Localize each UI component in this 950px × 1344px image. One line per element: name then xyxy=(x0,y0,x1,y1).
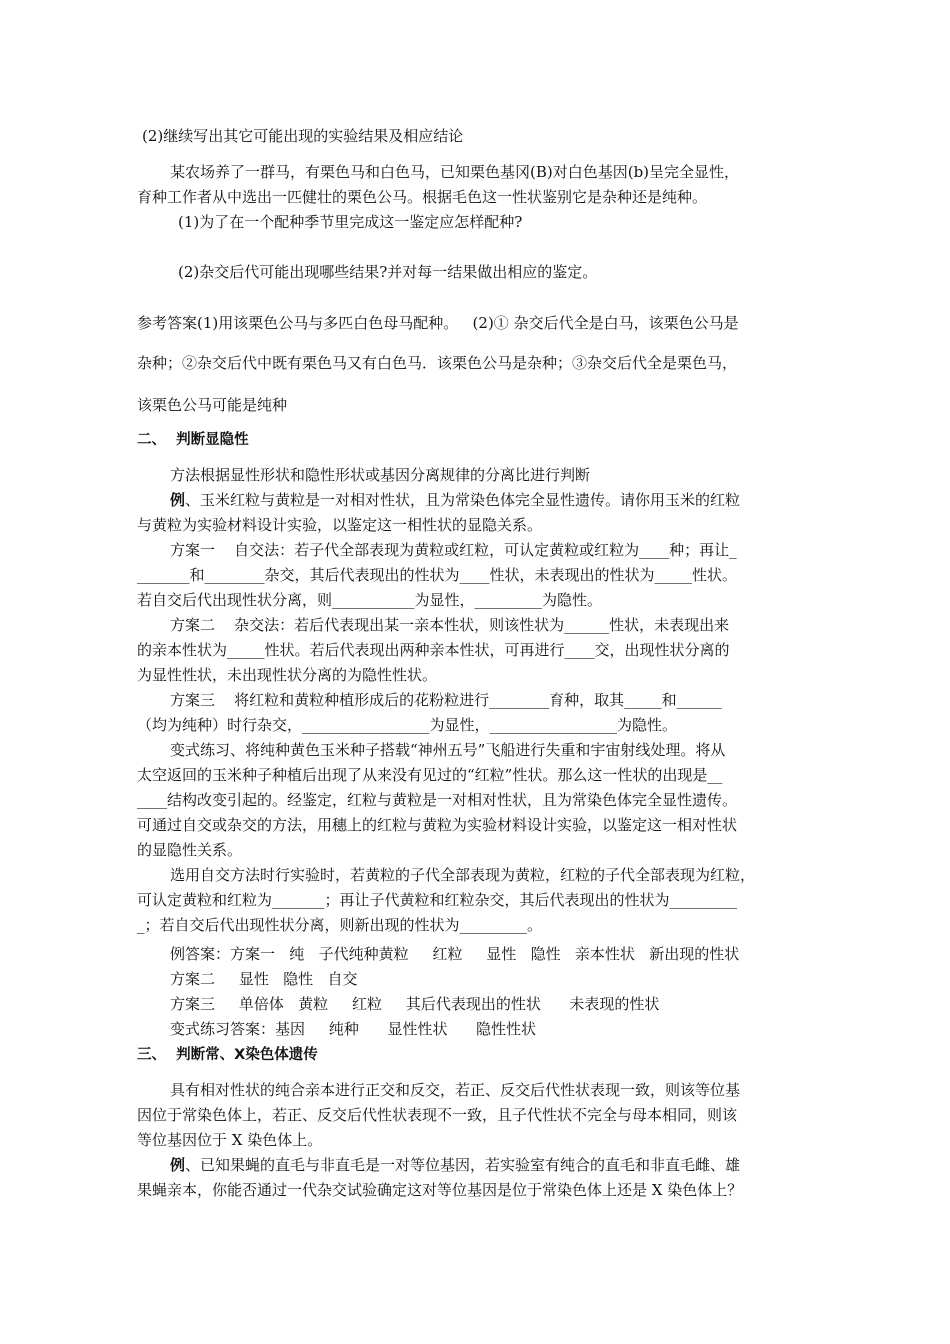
x-linked-paragraph-line-1: 具有相对性状的纯合亲本进行正交和反交，若正、反交后代性状表现一致，则该等位基 xyxy=(170,1081,741,1099)
example-answer-line-1: 例答案：方案一 纯 子代纯种黄粒 红粒 显性 隐性 亲本性状 新出现的性状 xyxy=(170,945,740,963)
question-continue: (2)继续写出其它可能出现的实验结果及相应结论 xyxy=(142,127,464,145)
reference-answer-line-3: 该栗色公马可能是纯种 xyxy=(137,396,288,414)
variant-line-1: 变式练习、将纯种黄色玉米种子搭载“神州五号”飞船进行失重和宇宙射线处理。将从 xyxy=(170,741,726,759)
selfing-line-2: 可认定黄粒和红粒为_______；再让子代黄粒和红粒杂交，其后代表现出的性状为_________ xyxy=(137,891,738,909)
plan3-line-2: （均为纯种）时行杂交，_________________为显性，_________________为隐性。 xyxy=(137,716,678,734)
variant-line-3: ____结构改变引起的。经鉴定，红粒与黄粒是一对相对性状，且为常染色体完全显性遗传。 xyxy=(137,791,738,809)
method-text: 方法根据显性形状和隐性形状或基因分离规律的分离比进行判断 xyxy=(170,466,591,484)
example-line-2: 与黄粒为实验材料设计实验，以鉴定这一相性状的显隐关系。 xyxy=(137,516,543,534)
horse-paragraph-line-2: 育种工作者从中选出一匹健壮的栗色公马。根据毛色这一性状鉴别它是杂种还是纯种。 xyxy=(137,188,708,206)
section-heading-dominance: 二、 判断显隐性 xyxy=(137,432,249,448)
section-heading-x-linked: 三、 判断常、X染色体遗传 xyxy=(137,1047,318,1063)
x-linked-paragraph-line-3: 等位基因位于 X 染色体上。 xyxy=(137,1131,323,1149)
example-answer-line-2: 方案二 显性 隐性 自交 xyxy=(170,970,358,988)
plan1-line-3: 若自交后代出现性状分离，则___________为显性，_________为隐性。 xyxy=(137,591,603,609)
plan1-line-1: 方案一 自交法：若子代全部表现为黄粒或红粒，可认定黄粒或红粒为____种；再让_ xyxy=(170,541,737,559)
x-linked-paragraph-line-2: 因位于常染色体上，若正、反交后代性状表现不一致，且子代性状不完全与母本相同，则该 xyxy=(137,1106,738,1124)
example-answer-line-3: 方案三 单倍体 黄粒 红粒 其后代表现出的性状 未表现的性状 xyxy=(170,995,660,1013)
x-linked-example-line-1 xyxy=(170,1153,740,1178)
example-text: 、玉米红粒与黄粒是一对相对性状，且为常染色体完全显性遗传。请你用玉米的红粒 xyxy=(185,491,741,509)
horse-paragraph-line-1: 某农场养了一群马，有栗色马和白色马，已知栗色基冈(B)对白色基因(b)呈完全显性， xyxy=(170,163,740,181)
plan3-line-1: 方案三 将红粒和黄粒种植形成后的花粉粒进行________育种，取其_____和______ xyxy=(170,691,722,709)
selfing-line-1: 选用自交方法时行实验时，若黄粒的子代全部表现为黄粒，红粒的子代全部表现为红粒， xyxy=(170,866,756,884)
x-linked-example-line-2: 果蝇亲本，你能否通过一代杂交试验确定这对等位基因是位于常染色体上还是 X 染色体上？ xyxy=(137,1181,743,1199)
horse-question-1: (1)为了在一个配种季节里完成这一鉴定应怎样配种? xyxy=(178,213,523,231)
plan2-line-1: 方案二 杂交法：若后代表现出某一亲本性状，则该性状为______性状，未表现出来 xyxy=(170,616,730,634)
variant-line-5: 的显隐性关系。 xyxy=(137,841,243,859)
plan2-line-3: 为显性性状，未出现性状分离的为隐性性状。 xyxy=(137,666,438,684)
example-label: 例 xyxy=(170,491,186,509)
x-linked-example-text: 、已知果蝇的直毛与非直毛是一对等位基因，若实验室有纯合的直毛和非直毛雌、雄 xyxy=(185,1156,741,1174)
x-linked-example-label: 例 xyxy=(170,1156,186,1174)
selfing-line-3: _；若自交后代出现性状分离，则新出现的性状为_________。 xyxy=(137,916,543,934)
variant-line-2: 太空返回的玉米种子种植后出现了从来没有见过的“红粒”性状。那么这一性状的出现是__ xyxy=(137,766,723,784)
example-line-1 xyxy=(170,488,740,513)
variant-answer-line: 变式练习答案：基因 纯种 显性性状 隐性性状 xyxy=(170,1020,537,1038)
plan2-line-2: 的亲本性状为_____性状。若后代表现出两种亲本性状，可再进行____交，出现性状分离的 xyxy=(137,641,730,659)
reference-answer-line-2: 杂种；②杂交后代中既有栗色马又有白色马．该栗色公马是杂种；③杂交后代全是栗色马， xyxy=(137,354,738,372)
variant-line-4: 可通过自交或杂交的方法，用穗上的红粒与黄粒为实验材料设计实验，以鉴定这一相对性状 xyxy=(137,816,738,834)
plan1-line-2: _______和________杂交，其后代表现出的性状为____性状，未表现出的性状为_____性状。 xyxy=(137,566,738,584)
horse-question-2: (2)杂交后代可能出现哪些结果?并对每一结果做出相应的鉴定。 xyxy=(178,263,598,281)
reference-answer-line-1: 参考答案(1)用该栗色公马与多匹白色母马配种。 (2)① 杂交后代全是白马，该栗色公马是 xyxy=(137,314,739,332)
